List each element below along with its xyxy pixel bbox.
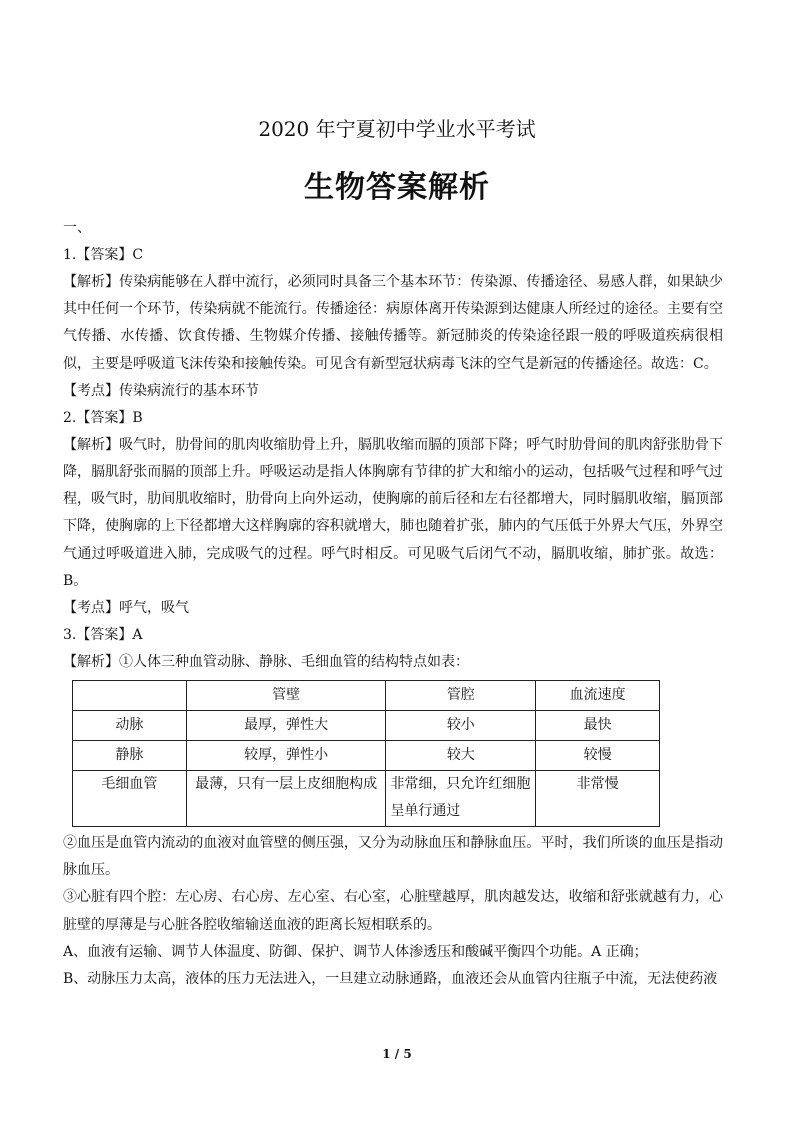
table-header-cell: 管腔 — [386, 681, 536, 711]
table-header-cell — [73, 681, 187, 711]
table-cell: 较厚，弹性小 — [186, 741, 386, 771]
exam-title: 2020 年宁夏初中学业水平考试 — [258, 117, 536, 141]
table-cell: 较小 — [386, 711, 536, 741]
table-row — [73, 771, 660, 827]
main-title: 生物答案解析 — [304, 170, 490, 205]
table-cell: 非常细，只允许红细胞呈单行通过 — [386, 771, 536, 827]
table-cell: 最薄，只有一层上皮细胞构成 — [186, 771, 386, 827]
q3-intro: 【解析】①人体三种血管动脉、静脉、毛细血管的结构特点如表： — [63, 654, 469, 671]
table-row — [73, 711, 660, 741]
q3-option-b: B、动脉压力太高，液体的压力无法进入，一旦建立动脉通路，血液还会从血管内往瓶子中流，无法使药液 — [63, 970, 718, 987]
blood-vessel-table — [72, 680, 660, 827]
q2-answer: 2.【答案】B — [63, 409, 143, 426]
q1-point: 【考点】传染病流行的基本环节 — [63, 382, 259, 399]
q3-point-3: ③心脏有四个腔：左心房、右心房、左心室、右心室，心脏壁越厚，肌肉越发达，收缩和舒张就越有力，心脏壁的厚薄是与心脏各腔收缩输送血液的距离长短相联系的。 — [63, 889, 723, 933]
table-cell: 毛细血管 — [73, 771, 187, 827]
q1-analysis: 【解析】传染病能够在人群中流行，必须同时具备三个基本环节：传染源、传播途径、易感人群，如果缺少其中任何一个环节，传染病就不能流行。传播途径：病原体离开传染源到达健康人所经过的途径。主要有空气传播、水传播、饮食传播、生物媒介传播、接触传播等。新冠肺炎的传染途径跟一般的呼吸道疾病很相似，主要是呼吸道飞沫传染和接触传染。可见含有新型冠状病毒飞沫的空气是新冠的传播途径。故选：C。 — [63, 274, 723, 372]
answer-content — [63, 215, 723, 676]
q2-point: 【考点】呼气，吸气 — [63, 600, 189, 617]
q1-answer: 1.【答案】C — [63, 247, 144, 263]
table-row — [73, 741, 660, 771]
page-number: 1 / 5 — [382, 1047, 412, 1061]
q3-option-a: A、血液有运输、调节人体温度、防御、保护、调节人体渗透压和酸碱平衡四个功能。A 正确； — [63, 943, 648, 960]
table-cell: 动脉 — [73, 711, 187, 741]
table-cell: 较慢 — [536, 741, 660, 771]
q3-answer: 3.【答案】A — [63, 627, 143, 644]
q3-point-2: ②血压是血管内流动的血液对血管壁的侧压强，又分为动脉血压和静脉血压。平时，我们所谈的血压是指动脉血压。 — [63, 835, 723, 879]
section-heading: 一、 — [63, 220, 91, 236]
table-cell: 最快 — [536, 711, 660, 741]
table-header-cell: 血流速度 — [536, 681, 660, 711]
table-cell: 最厚，弹性大 — [186, 711, 386, 741]
table-cell: 较大 — [386, 741, 536, 771]
table-cell: 静脉 — [73, 741, 187, 771]
q2-analysis: 【解析】吸气时，肋骨间的肌肉收缩肋骨上升，膈肌收缩而膈的顶部下降；呼气时肋骨间的肌肉舒张肋骨下降，膈肌舒张而膈的顶部上升。呼吸运动是指人体胸廓有节律的扩大和缩小的运动，包括吸气过程和呼气过程，吸气时，肋间肌收缩时，肋骨向上向外运动，使胸廓的前后径和左右径都增大，同时膈肌收缩，膈顶部下降，使胸廓的上下径都增大这样胸廓的容积就增大，肺也随着扩张，肺内的气压低于外界大气压，外界空气通过呼吸道进入肺，完成吸气的过程。呼气时相反。可见吸气后闭气不动，膈肌收缩，肺扩张。故选：B。 — [63, 436, 723, 589]
table-cell: 非常慢 — [536, 771, 660, 827]
table-header-cell: 管壁 — [186, 681, 386, 711]
q3-continued — [63, 830, 723, 993]
table-header-row — [73, 681, 660, 711]
